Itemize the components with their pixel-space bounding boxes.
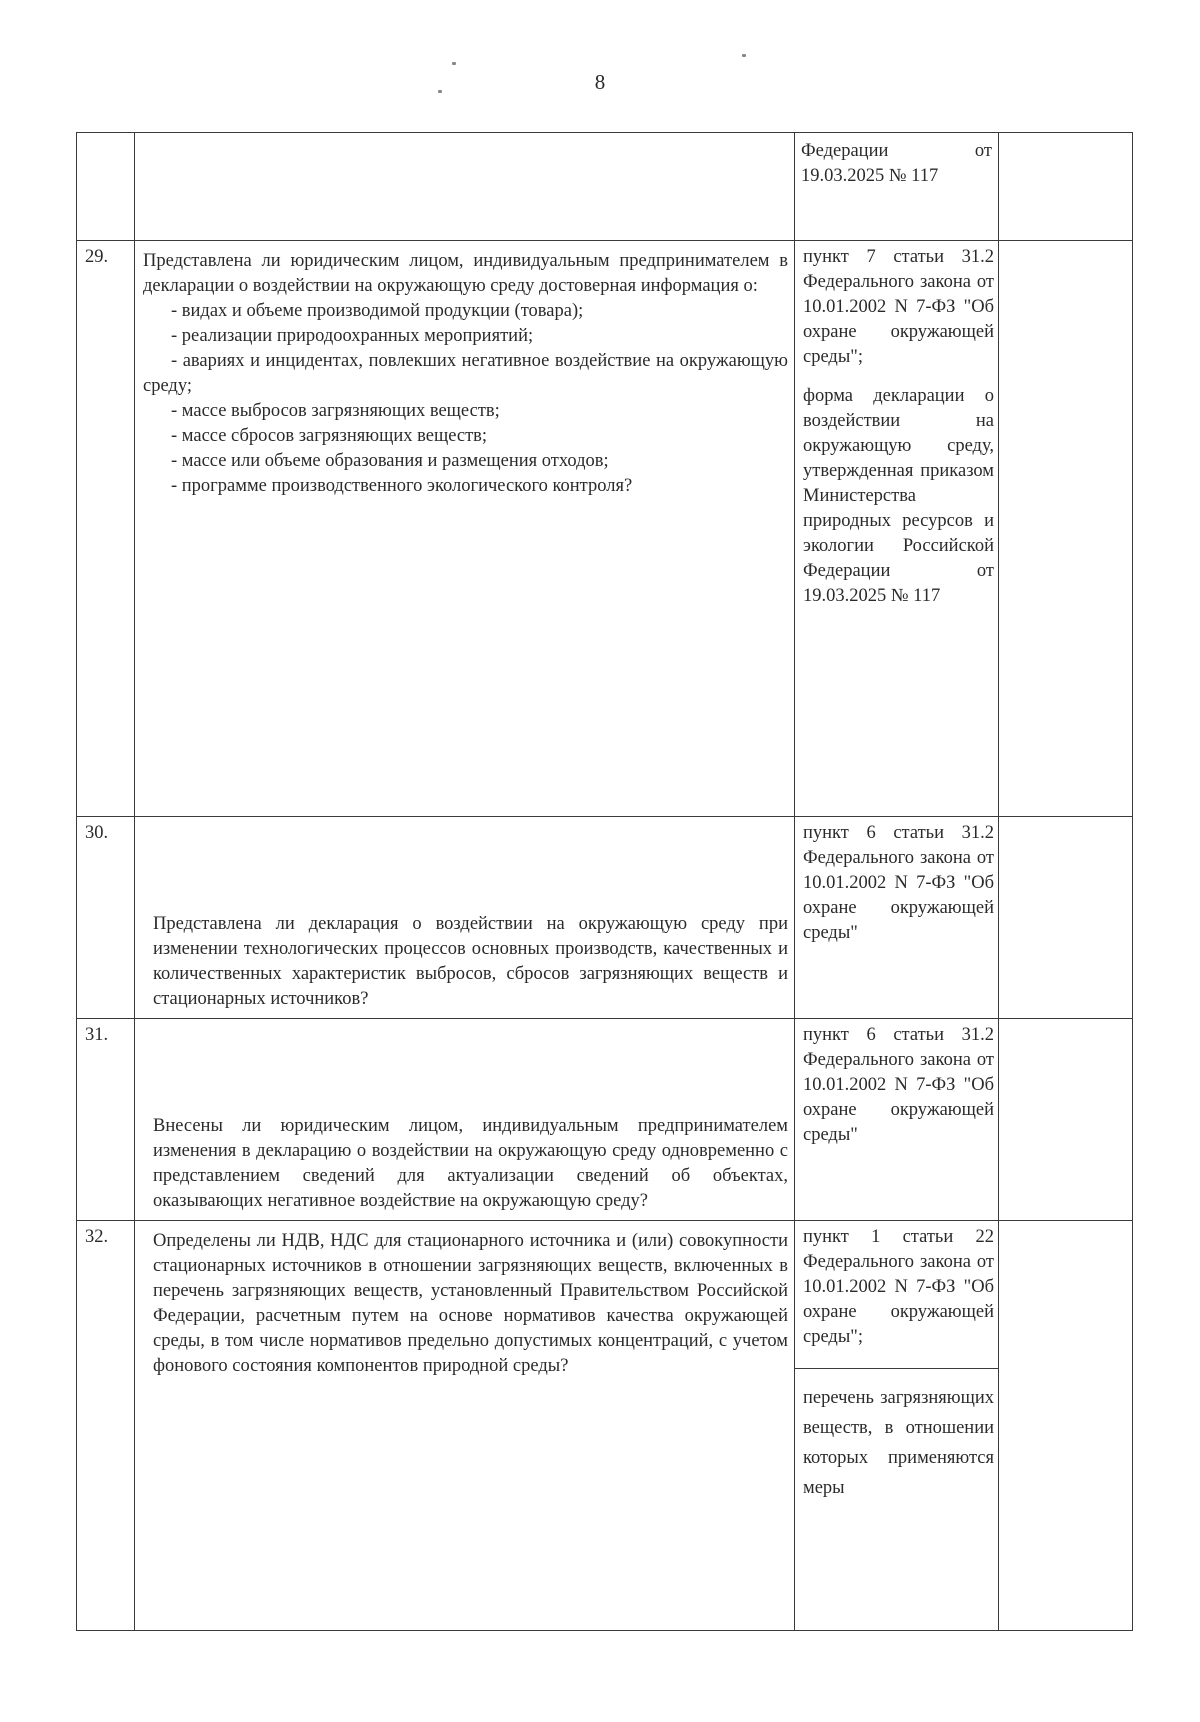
row-number: 32. — [77, 1221, 135, 1631]
result-cell — [999, 1221, 1133, 1631]
table-row — [77, 241, 1133, 817]
question-cell — [135, 241, 795, 817]
reference-text: пункт 6 статьи 31.2 Федерального закона от 10.01.2002 N 7-ФЗ "Об охране окружающей среды" — [803, 823, 994, 943]
reference-cell — [795, 241, 999, 817]
question-item: - массе или объеме образования и размещения отходов; — [171, 451, 609, 471]
question-item: - видах и объеме производимой продукции (товара); — [171, 301, 584, 321]
result-cell — [999, 1019, 1133, 1221]
question-text: Определены ли НДВ, НДС для стационарного источника и (или) совокупности стационарных источников в отношении загрязняющих веществ, включенных в перечень загрязняющих веществ, установленный Правительством Российской Федерации, расчетным путем на основе нормативов качества окружающей среды, в том числе нормативов предельно допустимых концентраций, с учетом фонового состояния компонентов природной среды? — [153, 1231, 788, 1376]
table-row — [77, 817, 1133, 1019]
question-text: Представлена ли юридическим лицом, индивидуальным предпринимателем в декларации о воздействии на окружающую среду достоверная информация о: — [143, 251, 788, 296]
question-item: - авариях и инцидентах, повлекших негативное воздействие на окружающую среду; — [143, 351, 788, 396]
scan-speck — [438, 90, 442, 93]
row-number: 31. — [77, 1019, 135, 1221]
reference-cell — [795, 817, 999, 1019]
question-item: - массе выбросов загрязняющих веществ; — [171, 401, 500, 421]
row-number-cell — [77, 133, 135, 241]
page-number: 8 — [594, 70, 606, 94]
question-cell — [135, 817, 795, 1019]
scan-speck — [452, 62, 456, 65]
result-cell — [999, 133, 1133, 241]
row-number: 29. — [77, 241, 135, 817]
reference-divider — [795, 1368, 998, 1369]
reference-cell — [795, 133, 999, 241]
scan-speck — [742, 54, 746, 57]
question-item: - программе производственного экологического контроля? — [171, 476, 633, 496]
table-row — [77, 1019, 1133, 1221]
row-number: 30. — [77, 817, 135, 1019]
reference-text: перечень загрязняющих веществ, в отношении которых применяются меры — [803, 1388, 994, 1498]
reference-text: пункт 7 статьи 31.2 Федерального закона от 10.01.2002 N 7-ФЗ "Об охране окружающей среды"; — [803, 247, 994, 367]
question-item: - массе сбросов загрязняющих веществ; — [171, 426, 488, 446]
question-text: Представлена ли декларация о воздействии на окружающую среду при изменении технологических процессов основных производств, качественных и количественных характеристик выбросов, сбросов загрязняющих веществ и стационарных источников? — [153, 914, 788, 1009]
reference-text: Федерации от 19.03.2025 № 117 — [801, 141, 992, 186]
table-row — [77, 133, 1133, 241]
result-cell — [999, 817, 1133, 1019]
table-row — [77, 1221, 1133, 1631]
question-item: - реализации природоохранных мероприятий; — [171, 326, 534, 346]
question-cell — [135, 1019, 795, 1221]
result-cell — [999, 241, 1133, 817]
reference-cell — [795, 1019, 999, 1221]
reference-text: пункт 1 статьи 22 Федерального закона от 10.01.2002 N 7-ФЗ "Об охране окружающей среды"; — [803, 1227, 994, 1347]
reference-text: пункт 6 статьи 31.2 Федерального закона от 10.01.2002 N 7-ФЗ "Об охране окружающей среды" — [803, 1025, 994, 1145]
reference-cell — [795, 1221, 999, 1631]
checklist-table — [76, 132, 1133, 1631]
reference-text: форма декларации о воздействии на окружающую среду, утвержденная приказом Министерства природных ресурсов и экологии Российской Федерации от 19.03.2025 № 117 — [803, 386, 994, 606]
question-text: Внесены ли юридическим лицом, индивидуальным предпринимателем изменения в декларацию о воздействии на окружающую среду одновременно с представлением сведений для актуализации сведений об объектах, оказывающих негативное воздействие на окружающую среду? — [153, 1116, 788, 1211]
question-cell — [135, 1221, 795, 1631]
question-cell — [135, 133, 795, 241]
